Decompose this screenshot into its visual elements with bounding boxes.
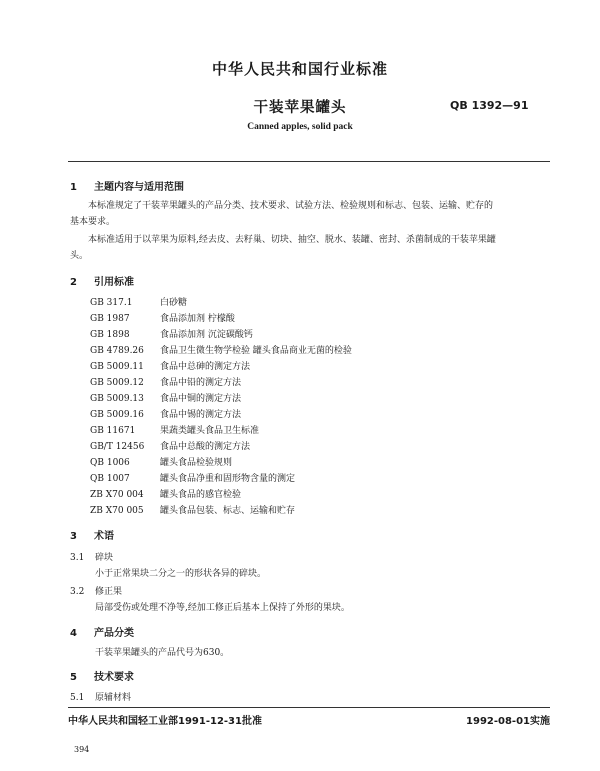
reference-code: ZB X70 005	[90, 506, 144, 516]
reference-item	[90, 311, 235, 324]
effective-date: 1992-08-01实施	[466, 716, 550, 727]
reference-code: GB 11671	[90, 426, 136, 436]
reference-title: 食品添加剂 沉淀碳酸钙	[160, 330, 253, 340]
section-title: 技术要求	[94, 672, 134, 683]
text-line: 本标准适用于以苹果为原料,经去皮、去籽巢、切块、抽空、脱水、装罐、密封、杀菌制成的干装苹果罐	[88, 235, 496, 245]
subsection-number: 5.1	[70, 693, 85, 703]
reference-item	[90, 359, 250, 372]
footer-divider	[68, 707, 550, 708]
reference-item	[90, 503, 295, 516]
section-title: 引用标准	[94, 277, 134, 288]
document-subtitle-english: Canned apples, solid pack	[247, 122, 353, 132]
reference-item	[90, 455, 232, 468]
section-title: 产品分类	[94, 628, 134, 639]
section-heading-5	[70, 668, 134, 683]
standard-code: QB 1392—91	[450, 99, 529, 112]
reference-code: ZB X70 004	[90, 490, 144, 500]
reference-title: 食品添加剂 柠檬酸	[160, 314, 235, 324]
reference-title: 食品卫生微生物学检验 罐头食品商业无菌的检验	[160, 346, 352, 356]
reference-code: QB 1006	[90, 458, 130, 468]
term-name: 碎块	[95, 553, 114, 563]
reference-code: GB 5009.16	[90, 410, 144, 420]
reference-item	[90, 391, 241, 404]
reference-title: 果蔬类罐头食品卫生标准	[160, 426, 260, 436]
subsection-number: 3.1	[70, 553, 85, 563]
section-title: 术语	[94, 531, 114, 542]
term-definition: 局部受伤或处理不净等,经加工修正后基本上保持了外形的果块。	[95, 603, 350, 613]
reference-code: GB 5009.11	[90, 362, 144, 372]
section-title: 主题内容与适用范围	[94, 182, 184, 193]
issuing-organization: 中华人民共和国行业标准	[211, 60, 388, 78]
reference-item	[90, 471, 295, 484]
reference-item	[90, 295, 187, 308]
reference-title: 食品中铜的测定方法	[160, 394, 242, 404]
section-number: 1	[70, 182, 77, 193]
section-number: 2	[70, 277, 77, 288]
reference-code: GB 1898	[90, 330, 130, 340]
subsection-number: 3.2	[70, 587, 85, 597]
reference-item	[90, 343, 352, 356]
reference-code: GB 5009.13	[90, 394, 144, 404]
reference-title: 食品中铅的测定方法	[160, 378, 242, 388]
reference-item	[90, 423, 259, 436]
scope-paragraph-2	[70, 232, 550, 248]
reference-title: 白砂糖	[160, 298, 188, 308]
section-number: 4	[70, 628, 77, 639]
scope-paragraph-1	[70, 198, 550, 214]
page-number: 394	[74, 745, 90, 754]
term-3-1	[70, 550, 113, 563]
scope-paragraph-2-cont	[70, 248, 550, 264]
reference-title: 罐头食品净重和固形物含量的测定	[160, 474, 296, 484]
text-line: 本标准规定了干装苹果罐头的产品分类、技术要求、试验方法、检验规则和标志、包装、运输、贮存的	[88, 201, 494, 211]
section-heading-1	[70, 178, 184, 193]
text-line: 头。	[70, 251, 89, 261]
reference-code: GB 317.1	[90, 298, 133, 308]
subsection-5-1	[70, 690, 131, 703]
text-line: 基本要求。	[70, 217, 116, 227]
section-heading-3	[70, 527, 114, 542]
reference-code: GB 1987	[90, 314, 130, 324]
term-name: 修正果	[95, 587, 123, 597]
reference-code: GB/T 12456	[90, 442, 145, 452]
reference-item	[90, 487, 241, 500]
reference-title: 食品中锡的测定方法	[160, 410, 242, 420]
reference-title: 罐头食品的感官检验	[160, 490, 242, 500]
product-code-text: 干装苹果罐头的产品代号为630。	[95, 648, 230, 658]
section-heading-4	[70, 624, 134, 639]
reference-code: GB 5009.12	[90, 378, 144, 388]
reference-code: QB 1007	[90, 474, 130, 484]
reference-title: 食品中总酸的测定方法	[160, 442, 251, 452]
scope-paragraph-1-cont	[70, 214, 550, 230]
document-title: 干装苹果罐头	[253, 100, 347, 116]
section-heading-2	[70, 273, 134, 288]
section-number: 5	[70, 672, 77, 683]
term-3-2	[70, 584, 122, 597]
section-number: 3	[70, 531, 77, 542]
reference-code: GB 4789.26	[90, 346, 144, 356]
reference-item	[90, 375, 241, 388]
approval-line: 中华人民共和国轻工业部1991-12-31批准	[68, 716, 262, 727]
reference-item	[90, 407, 241, 420]
reference-item	[90, 439, 250, 452]
header-divider	[68, 161, 550, 162]
subsection-title: 原辅材料	[95, 693, 132, 703]
reference-item	[90, 327, 253, 340]
reference-title: 食品中总砷的测定方法	[160, 362, 251, 372]
reference-title: 罐头食品包装、标志、运输和贮存	[160, 506, 296, 516]
reference-title: 罐头食品检验规则	[160, 458, 233, 468]
term-definition: 小于正常果块二分之一的形状各异的碎块。	[95, 569, 267, 579]
